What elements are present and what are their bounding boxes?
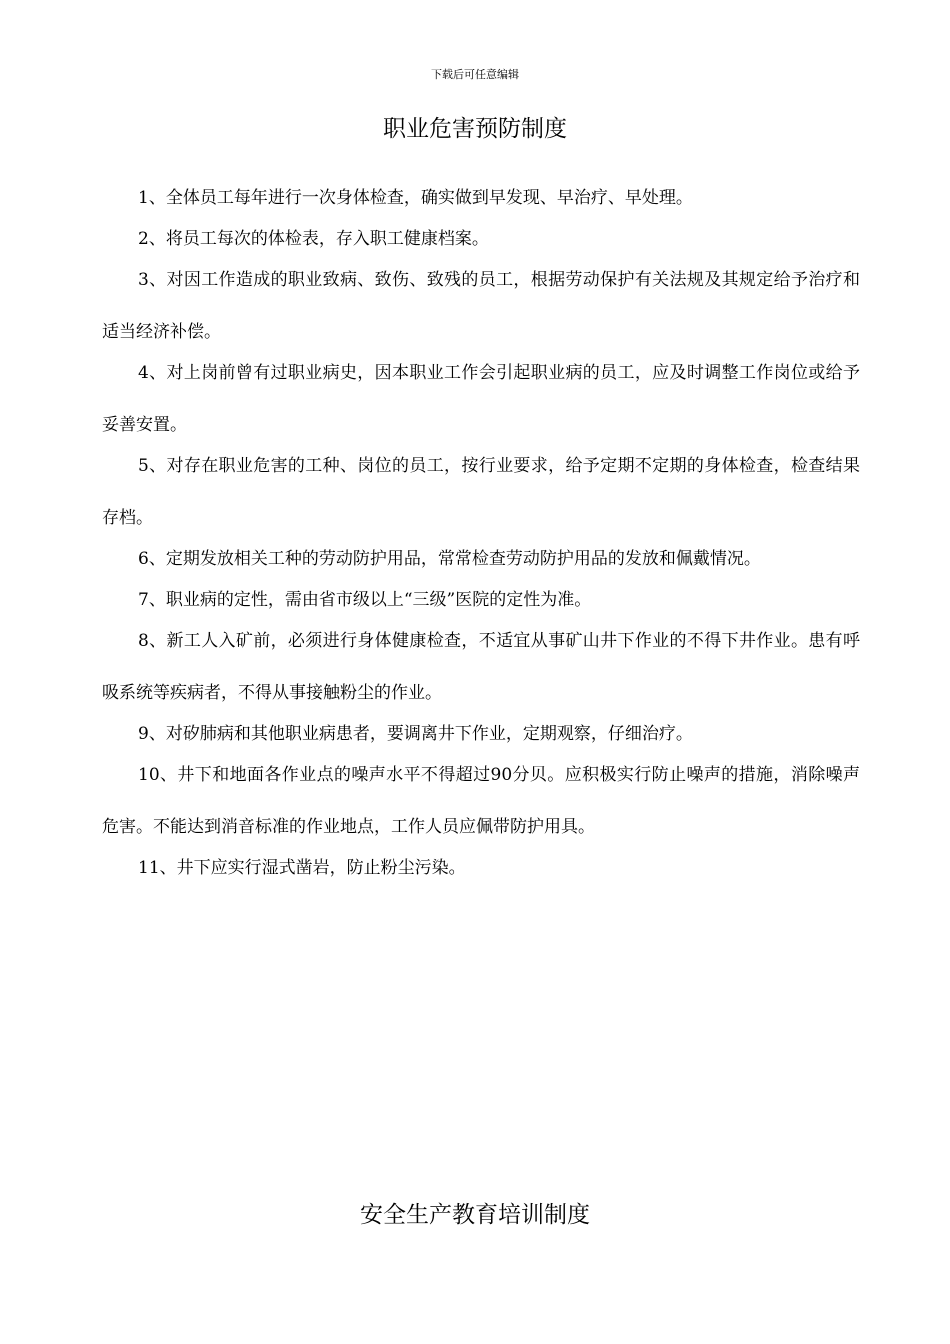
section-title-occupational-hazard: 职业危害预防制度 xyxy=(383,116,567,142)
paragraph-10: 10、井下和地面各作业点的噪声水平不得超过90分贝。应积极实行防止噪声的措施，消除噪声危害。不能达到消音标准的作业地点，工作人员应佩带防护用具。 xyxy=(102,765,860,837)
paragraph-11: 11、井下应实行湿式凿岩，防止粉尘污染。 xyxy=(138,858,466,878)
paragraph-1: 1、全体员工每年进行一次身体检查，确实做到早发现、早治疗、早处理。 xyxy=(138,188,693,208)
paragraph-7: 7、职业病的定性，需由省市级以上“三级”医院的定性为准。 xyxy=(138,590,592,610)
paragraph-9: 9、对矽肺病和其他职业病患者，要调离井下作业，定期观察，仔细治疗。 xyxy=(138,724,693,744)
paragraph-8: 8、新工人入矿前，必须进行身体健康检查，不适宜从事矿山井下作业的不得下井作业。患有呼吸系统等疾病者，不得从事接触粉尘的作业。 xyxy=(102,631,860,703)
paragraph-4: 4、对上岗前曾有过职业病史，因本职业工作会引起职业病的员工，应及时调整工作岗位或给予妥善安置。 xyxy=(102,363,860,435)
paragraph-3: 3、对因工作造成的职业致病、致伤、致残的员工，根据劳动保护有关法规及其规定给予治疗和适当经济补偿。 xyxy=(102,270,860,342)
paragraph-2: 2、将员工每次的体检表，存入职工健康档案。 xyxy=(138,229,489,249)
header-note: 下载后可任意编辑 xyxy=(431,68,519,81)
document-body xyxy=(102,186,860,897)
section-title-safety-training: 安全生产教育培训制度 xyxy=(360,1202,590,1228)
paragraph-6: 6、定期发放相关工种的劳动防护用品，常常检查劳动防护用品的发放和佩戴情况。 xyxy=(138,549,761,569)
paragraph-5: 5、对存在职业危害的工种、岗位的员工，按行业要求，给予定期不定期的身体检查，检查结果存档。 xyxy=(102,456,860,528)
